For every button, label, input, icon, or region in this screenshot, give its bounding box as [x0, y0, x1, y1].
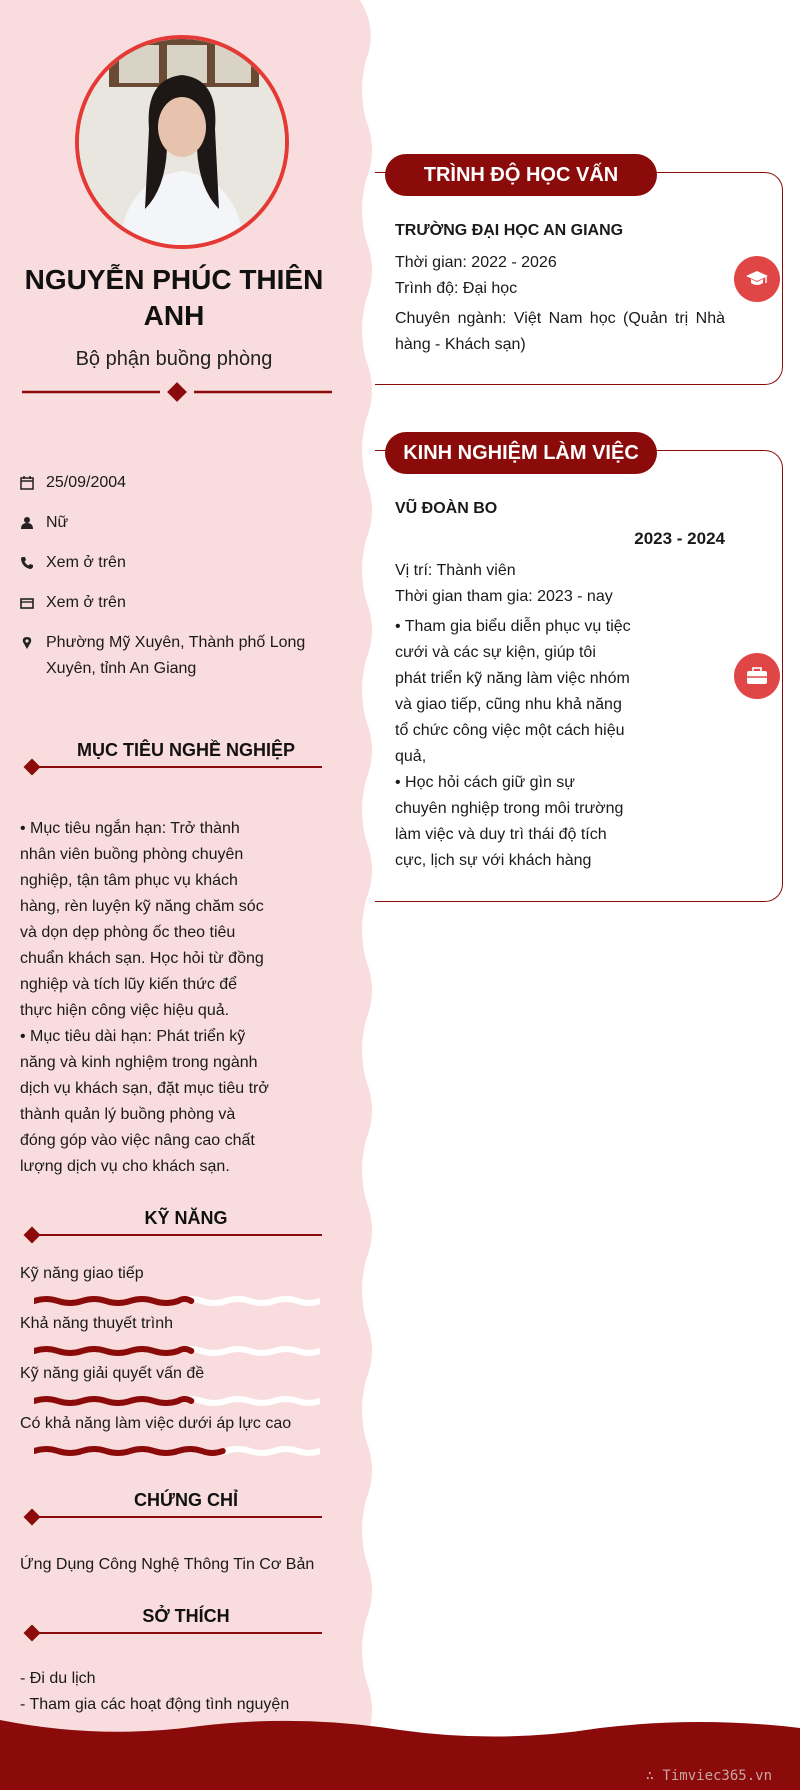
experience-bullet: • Học hỏi cách giữ gìn sự chuyên nghiệp trong môi trường làm việc và duy trì thái độ tích cực, lịch sự với khách hàng	[395, 774, 624, 869]
education-school: TRƯỜNG ĐẠI HỌC AN GIANG	[395, 222, 624, 239]
skill-label: Có khả năng làm việc dưới áp lực cao	[20, 1415, 292, 1432]
user-icon	[20, 510, 46, 539]
hobby-item: - Đi du lịch	[20, 1670, 96, 1687]
skill-bar-fill	[34, 1299, 191, 1303]
education-level: Trình độ: Đại học	[395, 280, 518, 297]
candidate-role: Bộ phận buồng phòng	[75, 348, 273, 370]
address-row	[20, 630, 320, 682]
hobbies-heading	[20, 1606, 322, 1640]
diamond-icon	[24, 1509, 41, 1526]
skills-heading	[20, 1208, 322, 1242]
briefcase-icon	[734, 653, 780, 699]
skill-bar	[34, 1294, 320, 1308]
hobbies-title: SỞ THÍCH	[142, 1606, 230, 1626]
certificates-heading	[20, 1490, 322, 1524]
skill-bar	[34, 1444, 320, 1458]
certificate-item: Ứng Dụng Công Nghệ Thông Tin Cơ Bản	[20, 1556, 315, 1573]
skill-bar-fill	[34, 1449, 223, 1453]
phone-row	[20, 550, 320, 579]
gender-row	[20, 510, 320, 539]
candidate-name: NGUYỄN PHÚC THIÊN ANH	[24, 264, 324, 331]
graduation-cap-icon	[734, 256, 780, 302]
email-row	[20, 590, 320, 619]
birthday-row	[20, 470, 320, 499]
address-value: Phường Mỹ Xuyên, Thành phố Long Xuyên, tỉnh An Giang	[46, 634, 306, 677]
experience-duration: Thời gian tham gia: 2023 - nay	[395, 588, 613, 605]
experience-title: KINH NGHIỆM LÀM VIỆC	[385, 432, 657, 474]
skill-bar	[34, 1394, 320, 1408]
phone-icon	[20, 550, 46, 579]
objective-short-term: • Mục tiêu ngắn hạn: Trở thành nhân viên buồng phòng chuyên nghiệp, tận tâm phục vụ khách hàng, rèn luyện kỹ năng chăm sóc và dọn dẹp phòng ốc theo tiêu chuẩn khách sạn. Học hỏi từ đồng nghiệp và tích lũy kiến thức để thực hiện công việc hiệu quả.	[20, 820, 264, 1019]
skill-label: Kỹ năng giao tiếp	[20, 1265, 144, 1282]
skill-label: Khả năng thuyết trình	[20, 1315, 173, 1332]
skill-bar-fill	[34, 1399, 191, 1403]
objective-long-term: • Mục tiêu dài hạn: Phát triển kỹ năng và kinh nghiệm trong ngành dịch vụ khách sạn, đặt mục tiêu trở thành quản lý buồng phòng và đóng góp vào việc nâng cao chất lượng dịch vụ cho khách sạn.	[20, 1028, 269, 1175]
email-value: Xem ở trên	[46, 594, 126, 611]
skill-bar-fill	[34, 1349, 191, 1353]
hobby-item: - Tham gia các hoạt động tình nguyện	[20, 1696, 290, 1713]
gender-value: Nữ	[46, 514, 69, 531]
education-major: Chuyên ngành: Việt Nam học (Quản trị Nhà hàng - Khách sạn)	[395, 310, 725, 353]
name-divider	[22, 382, 332, 402]
objective-title: MỤC TIÊU NGHỀ NGHIỆP	[76, 740, 295, 760]
experience-period: 2023 - 2024	[634, 529, 725, 548]
diamond-icon	[24, 759, 41, 776]
calendar-icon	[20, 470, 46, 499]
diamond-icon	[24, 1227, 41, 1244]
watermark: ∴ Timviec365.vn	[645, 1768, 772, 1784]
birthday-value: 25/09/2004	[46, 474, 127, 491]
skill-bar	[34, 1344, 320, 1358]
education-time: Thời gian: 2022 - 2026	[395, 254, 557, 271]
profile-photo	[79, 39, 285, 245]
diamond-icon	[24, 1625, 41, 1642]
education-title: TRÌNH ĐỘ HỌC VẤN	[385, 154, 657, 196]
certificates-title: CHỨNG CHỈ	[134, 1490, 238, 1510]
experience-position: Vị trí: Thành viên	[395, 562, 516, 579]
objective-heading	[20, 740, 322, 774]
phone-value: Xem ở trên	[46, 554, 126, 571]
avatar	[75, 35, 289, 249]
envelope-icon	[20, 590, 46, 619]
experience-bullet: • Tham gia biểu diễn phục vụ tiệc cưới và các sự kiện, giúp tôi phát triển kỹ năng làm việc nhóm và giao tiếp, cũng nhu khả năng tổ chức công việc một cách hiệu quả,	[395, 618, 631, 765]
skill-label: Kỹ năng giải quyết vấn đề	[20, 1365, 205, 1382]
location-pin-icon	[20, 630, 46, 682]
skills-title: KỸ NĂNG	[144, 1208, 228, 1228]
experience-company: VŨ ĐOÀN BO	[395, 500, 498, 517]
